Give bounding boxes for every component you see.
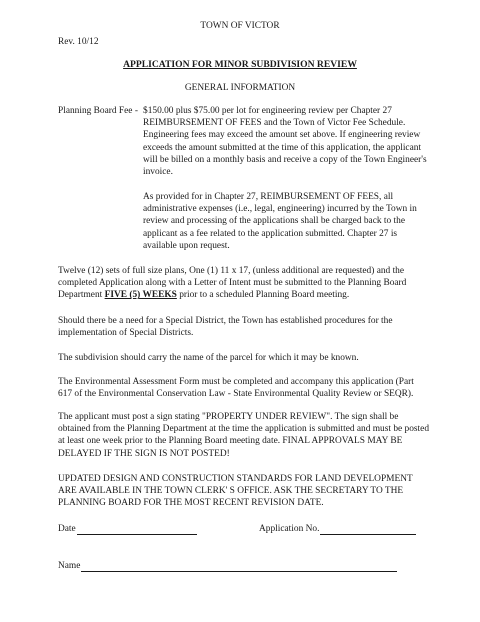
environmental-paragraph: The Environmental Assessment Form must be completed and accompany this application (Part 617 of the Environmental Conservation Law - State Environmental Quality Review or SEQR).: [58, 377, 414, 400]
sign-paragraph: The applicant must post a sign stating "PROPERTY UNDER REVIEW". The sign shall be obtained from the Planning Department at the time the application is submitted and must be posted at least one week prior to the Planning Board meeting date. FINAL APPROVALS MAY BE DELAYED IF THE SIGN IS NOT POSTED!: [58, 412, 430, 459]
special-district-paragraph: Should there be a need for a Special District, the Town has established procedures for the implementation of Special Districts.: [58, 316, 393, 339]
date-label: Date: [58, 524, 76, 534]
parcel-name-paragraph: The subdivision should carry the name of the parcel for which it may be known.: [58, 353, 359, 363]
revision-label: Rev. 10/12: [58, 37, 99, 47]
date-value[interactable]: [77, 524, 197, 535]
name-field[interactable]: [58, 560, 397, 572]
application-no-label: Application No.: [259, 524, 320, 534]
name-value[interactable]: [81, 561, 397, 572]
town-header: TOWN OF VICTOR: [200, 21, 280, 31]
document-title: APPLICATION FOR MINOR SUBDIVISION REVIEW: [123, 59, 357, 70]
date-field[interactable]: [58, 523, 197, 535]
application-no-field[interactable]: [259, 523, 416, 535]
plans-deadline: FIVE (5) WEEKS: [104, 290, 177, 301]
fee-note: As provided for in Chapter 27, REIMBURSEMENT OF FEES, all administrative expenses (i.e., legal, engineering) incurred by the Town in review and processing of the applications shall be charged back to the applicant as a fee related to the application submitted. Chapter 27 is available upon request.: [143, 192, 417, 251]
plans-paragraph: [58, 265, 430, 302]
name-label: Name: [58, 561, 81, 571]
plans-text-pre: Twelve (12) sets of full size plans, One (1) 11 x 17, (unless additional are requested) and the completed Application along with a Letter of Intent must be submitted to the Planning Board Department: [58, 266, 407, 301]
section-heading: GENERAL INFORMATION: [184, 83, 296, 93]
standards-paragraph: UPDATED DESIGN AND CONSTRUCTION STANDARDS FOR LAND DEVELOPMENT ARE AVAILABLE IN THE TOWN CLERK' S OFFICE. ASK THE SECRETARY TO THE PLANNING BOARD FOR THE MOST RECENT REVISION DATE.: [58, 474, 413, 509]
plans-text-post: prior to a scheduled Planning Board meeting.: [176, 290, 350, 301]
application-no-value[interactable]: [320, 524, 416, 535]
fee-text: $150.00 plus $75.00 per lot for engineering review per Chapter 27 REIMBURSEMENT OF FEES and the Town of Victor Fee Schedule. Engineering fees may exceed the amount set above. If engineering review exceeds the amount submitted at the time of this application, the applicant will be billed on a monthly basis and receive a copy of the Town Engineer's invoice.: [143, 106, 427, 178]
fee-label: Planning Board Fee -: [58, 106, 138, 116]
